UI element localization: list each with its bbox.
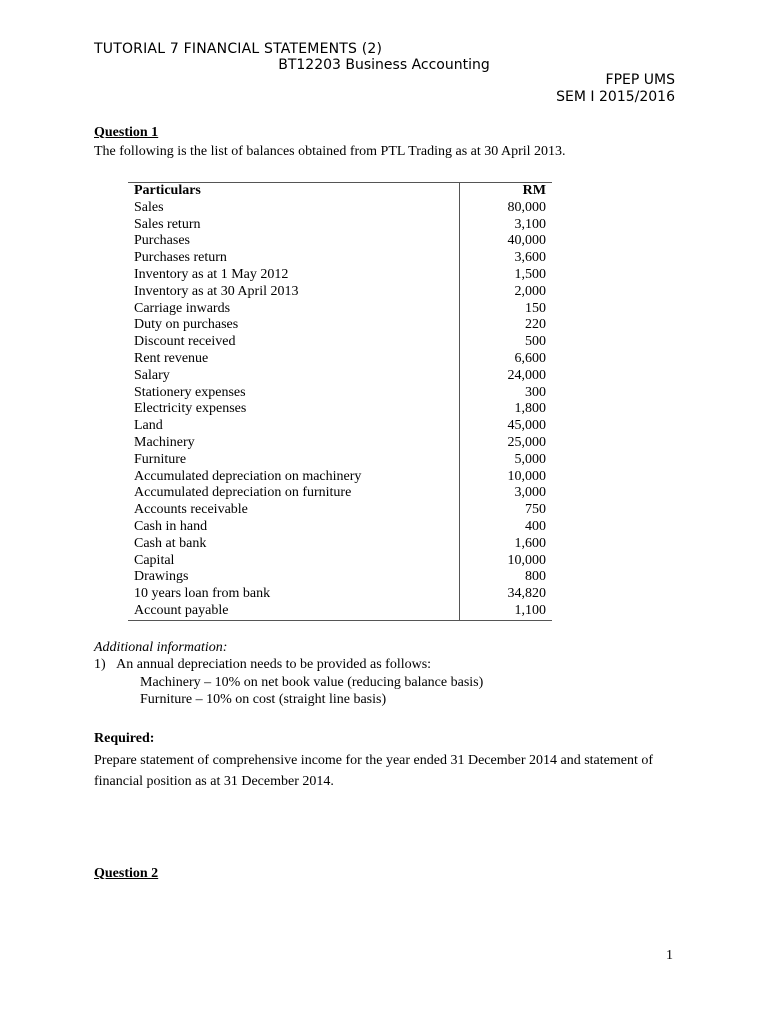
page-number: 1 <box>666 948 673 963</box>
question-2-heading: Question 2 <box>94 866 159 881</box>
amount-cell: 45,000 <box>460 418 553 435</box>
particular-cell: Accounts receivable <box>134 502 248 518</box>
amount-cell: 300 <box>460 385 553 402</box>
table-row <box>128 435 552 452</box>
amount-cell: 34,820 <box>460 586 553 603</box>
question-1-heading: Question 1 <box>94 125 159 140</box>
table-row <box>128 334 552 351</box>
additional-info-item-1: 1) An annual depreciation needs to be provided as follows: <box>94 657 432 672</box>
particular-cell: Purchases <box>134 233 190 249</box>
particular-cell: Furniture <box>134 451 187 467</box>
amount-cell: 750 <box>460 502 553 519</box>
amount-cell: 800 <box>460 569 553 586</box>
amount-cell: 24,000 <box>460 368 553 385</box>
particular-cell: Purchases return <box>134 250 227 266</box>
table-row <box>128 553 552 570</box>
particular-cell: Duty on purchases <box>134 317 239 333</box>
amount-cell: 220 <box>460 317 553 334</box>
particular-cell: Land <box>134 418 163 434</box>
depreciation-machinery: Machinery – 10% on net book value (reducing balance basis) <box>140 675 484 690</box>
particular-cell: Accumulated depreciation on furniture <box>134 485 352 501</box>
table-row <box>128 217 552 234</box>
table-row <box>128 267 552 284</box>
particular-cell: Salary <box>134 367 170 383</box>
amount-cell: 1,500 <box>460 267 553 284</box>
amount-cell: 1,600 <box>460 536 553 553</box>
required-heading: Required: <box>94 731 155 746</box>
table-row <box>128 569 552 586</box>
question-1-intro: The following is the list of balances obtained from PTL Trading as at 30 April 2013. <box>94 144 566 159</box>
table-row <box>128 401 552 418</box>
required-text: Prepare statement of comprehensive income for the year ended 31 December 2014 and statement of financial position as at 31 December 2014. <box>94 753 654 789</box>
particular-cell: Carriage inwards <box>134 300 231 316</box>
particular-cell: Stationery expenses <box>134 384 246 400</box>
additional-info-heading: Additional information: <box>94 640 228 655</box>
particular-cell: 10 years loan from bank <box>134 586 271 602</box>
particular-cell: Inventory as at 30 April 2013 <box>134 283 299 299</box>
amount-cell: 80,000 <box>460 200 553 217</box>
particular-cell: Cash at bank <box>134 535 207 551</box>
table-row <box>128 418 552 435</box>
balances-table-body <box>128 200 552 620</box>
particular-cell: Drawings <box>134 569 189 585</box>
table-row <box>128 233 552 250</box>
table-row <box>128 200 552 217</box>
particular-cell: Cash in hand <box>134 518 208 534</box>
particular-cell: Discount received <box>134 334 236 350</box>
table-row <box>128 317 552 334</box>
table-row <box>128 250 552 267</box>
particular-cell: Sales return <box>134 216 201 232</box>
table-row <box>128 519 552 536</box>
particular-cell: Rent revenue <box>134 350 209 366</box>
rm-header: RM <box>460 183 553 200</box>
table-row <box>128 368 552 385</box>
amount-cell: 40,000 <box>460 233 553 250</box>
table-row <box>128 351 552 368</box>
table-row <box>128 452 552 469</box>
amount-cell: 10,000 <box>460 553 553 570</box>
particulars-header: Particulars <box>128 183 460 200</box>
table-row <box>128 469 552 486</box>
amount-cell: 1,100 <box>460 603 553 620</box>
table-row <box>128 502 552 519</box>
amount-cell: 3,000 <box>460 485 553 502</box>
particular-cell: Sales <box>134 199 164 215</box>
amount-cell: 25,000 <box>460 435 553 452</box>
table-header-row <box>128 183 552 200</box>
table-row <box>128 284 552 301</box>
table-row <box>128 603 552 620</box>
amount-cell: 150 <box>460 301 553 318</box>
amount-cell: 2,000 <box>460 284 553 301</box>
table-row <box>128 301 552 318</box>
amount-cell: 5,000 <box>460 452 553 469</box>
amount-cell: 400 <box>460 519 553 536</box>
document-title: TUTORIAL 7 FINANCIAL STATEMENTS (2) <box>94 41 383 57</box>
particular-cell: Inventory as at 1 May 2012 <box>134 266 289 282</box>
amount-cell: 3,100 <box>460 217 553 234</box>
particular-cell: Account payable <box>128 603 460 620</box>
particular-cell: Capital <box>134 552 175 568</box>
amount-cell: 500 <box>460 334 553 351</box>
table-row <box>128 385 552 402</box>
semester-label: SEM I 2015/2016 <box>556 89 675 105</box>
amount-cell: 1,800 <box>460 401 553 418</box>
amount-cell: 10,000 <box>460 469 553 486</box>
table-row <box>128 586 552 603</box>
table-row <box>128 536 552 553</box>
balances-table <box>128 182 552 621</box>
table-row <box>128 485 552 502</box>
depreciation-furniture: Furniture – 10% on cost (straight line basis) <box>140 692 387 707</box>
particular-cell: Electricity expenses <box>134 401 247 417</box>
amount-cell: 3,600 <box>460 250 553 267</box>
course-subtitle: BT12203 Business Accounting <box>278 57 490 73</box>
faculty-label: FPEP UMS <box>605 72 675 88</box>
amount-cell: 6,600 <box>460 351 553 368</box>
particular-cell: Accumulated depreciation on machinery <box>134 468 362 484</box>
particular-cell: Machinery <box>134 434 195 450</box>
